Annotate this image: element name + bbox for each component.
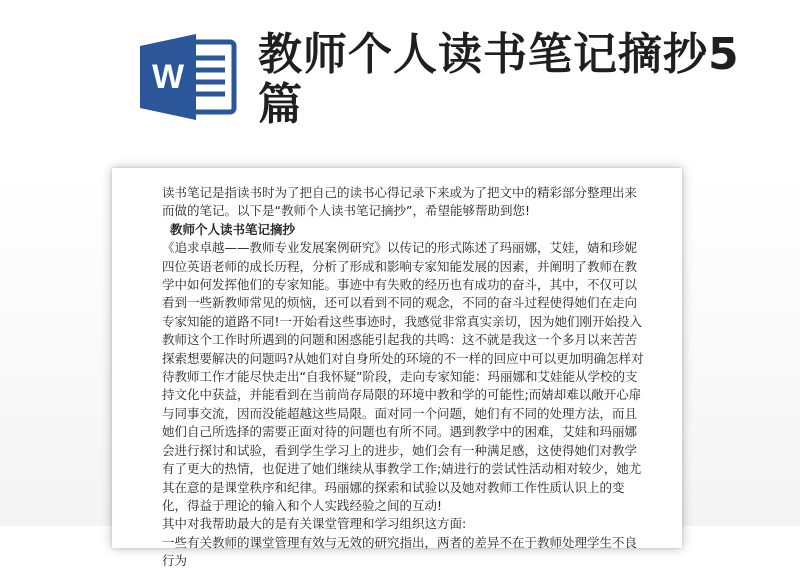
body-paragraph: 《追求卓越——教师专业发展案例研究》以传记的形式陈述了玛丽娜，艾娃，婧和珍妮四位英语老师的成长历程，分析了形成和影响专家知能发展的因素，并阐明了教师在教学中如何发挥他们的专家知能。事迹中有失败的经历也有成功的奋斗，其中，不仅可以看到一些新教师常见的烦恼，还可以看到不同的观念，不同的奋斗过程使得她们在走向专家知能的道路不同!一开始看这些事迹时，我感觉非常真实亲切，因为她们刚开始投入教师这个工作时所遇到的问题和困惑能引起我的共鸣：这不就是我这一个多月以来苦苦探索想要解决的问题吗?从她们对自身所处的环境的不一样的回应中可以更加明确怎样对待教师工作才能尽快走出“自我怀疑”阶段，走向专家知能：玛丽娜和艾娃能从学校的支持文化中获益，并能看到在当前尚存局限的环境中教和学的可能性;而婧却难以敞开心扉与同事交流，因而没能超越这些局限。面对同一个问题，她们有不同的处理方法，而且她们自己所选择的需要正面对待的问题也有所不同。遇到教学中的困难，艾娃和玛丽娜会进行探讨和试验，看到学生学习上的进步，她们会有一种满足感，这使得她们对教学有了更大的热情，也促进了她们继续从事教学工作;婧进行的尝试性活动相对较少，她尤其在意的是课堂秩序和纪律。玛丽娜的探索和试验以及她对教师工作性质认识上的变化，得益于理论的输入和个人实践经验之间的互动!: [162, 240, 644, 513]
intro-paragraph: 读书笔记是指读书时为了把自己的读书心得记录下来或为了把文中的精彩部分整理出来而做的笔记。以下是“教师个人读书笔记摘抄”，希望能够帮助到您!: [162, 185, 638, 219]
header-banner: [0, 0, 800, 170]
body-paragraph-2: 其中对我帮助最大的是有关课堂管理和学习组织这方面:: [162, 516, 467, 532]
section-heading: 教师个人读书笔记摘抄: [170, 221, 296, 237]
word-icon-letter: W: [151, 58, 185, 96]
document-page: [112, 168, 682, 569]
document-content: [162, 184, 647, 571]
body-paragraph-3: 一些有关教师的课堂管理有效与无效的研究指出，两者的差异不在于教师处理学生不良行为: [162, 534, 638, 569]
page-title: 教师个人读书笔记摘抄5篇: [258, 29, 740, 130]
word-document-icon: [140, 34, 240, 120]
